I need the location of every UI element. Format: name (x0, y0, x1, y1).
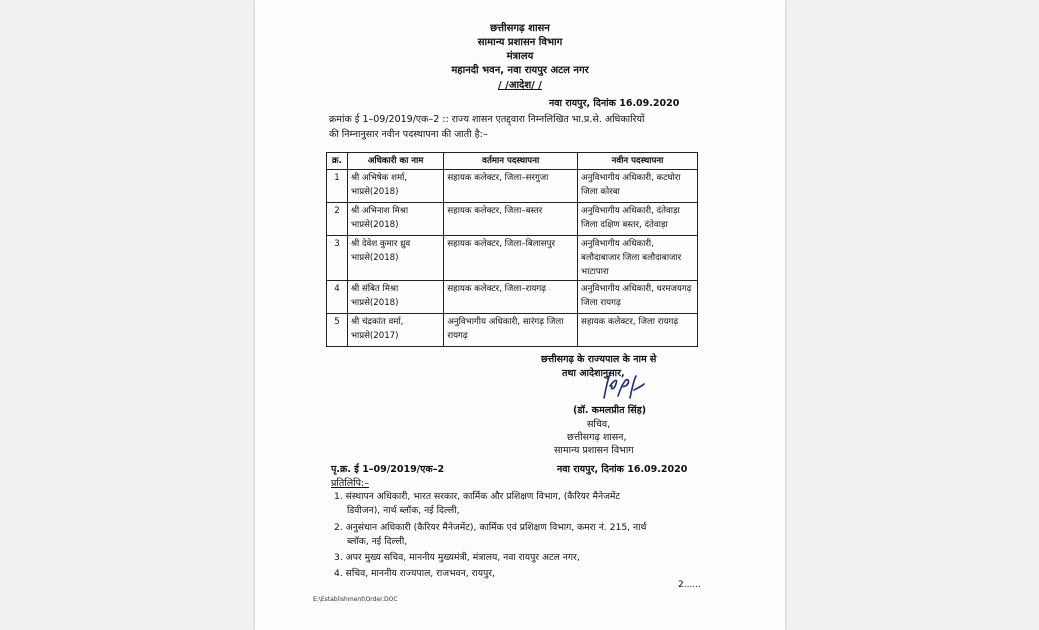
department-name: सामान्य प्रशासन विभाग (477, 37, 563, 48)
table-row (327, 203, 698, 236)
cell-serial: 2 (327, 203, 348, 236)
cell-officer-name: श्री चंद्रकांत वर्मा, भाप्रसे(2017) (347, 314, 443, 347)
copy-ref: पृ.क्र. ई 1–09/2019/एक–2 (331, 464, 445, 475)
cell-serial: 4 (327, 281, 348, 314)
signatory-designation: सचिव, (587, 419, 611, 430)
header-current-posting: वर्तमान पदस्थापना (444, 153, 578, 170)
table-row (327, 314, 698, 347)
copy-item-1-line2: डिवीजन), नार्थ ब्लॉक, नई दिल्ली, (347, 505, 460, 516)
cell-current-posting: सहायक कलेक्टर, जिला–बिलासपुर (444, 236, 578, 281)
signatory-name: (डॉ. कमलप्रीत सिंह) (573, 405, 647, 416)
header-new-posting: नवीन पदस्थापना (578, 153, 698, 170)
posting-table (326, 152, 698, 347)
cell-current-posting: अनुविभागीय अधिकारी, सारंगढ़ जिला रायगढ़ (444, 314, 578, 347)
cell-officer-name: श्री अभिषेक शर्मा, भाप्रसे(2018) (347, 170, 443, 203)
cell-serial: 5 (327, 314, 348, 347)
order-place-date: नवा रायपुर, दिनांक 16.09.2020 (549, 98, 680, 109)
cell-officer-name: श्री संबित मिश्रा भाप्रसे(2018) (347, 281, 443, 314)
table-row (327, 236, 698, 281)
ministry-name: मंत्रालय (506, 51, 534, 62)
cell-officer-name: श्री देवेश कुमार ध्रुव भाप्रसे(2018) (347, 236, 443, 281)
cell-new-posting: अनुविभागीय अधिकारी, कटघोरा जिला कोरबा (578, 170, 698, 203)
cell-current-posting: सहायक कलेक्टर, जिला–सरगुजा (444, 170, 578, 203)
table-row (327, 281, 698, 314)
address: महानदी भवन, नवा रायपुर अटल नगर (451, 65, 589, 76)
cell-new-posting: अनुविभागीय अधिकारी, बलौदाबाजार जिला बलौदाबाजार भाटापारा (578, 236, 698, 281)
cell-officer-name: श्री अभिनाश मिश्रा भाप्रसे(2018) (347, 203, 443, 236)
cell-new-posting: सहायक कलेक्टर, जिला रायगढ़ (578, 314, 698, 347)
copy-item-2-line2: ब्लॉक, नई दिल्ली, (347, 536, 408, 547)
cell-current-posting: सहायक कलेक्टर, जिला–बस्तर (444, 203, 578, 236)
govt-name: छत्तीसगढ़ शासन (490, 23, 550, 34)
header-officer-name: अधिकारी का नाम (347, 153, 443, 170)
cell-serial: 1 (327, 170, 348, 203)
cell-current-posting: सहायक कलेक्टर, जिला–रायगढ़ (444, 281, 578, 314)
order-intro-line2: की निम्नानुसार नवीन पदस्थापना की जाती है:– (329, 129, 488, 140)
copy-item-3: 3. अपर मुख्य सचिव, माननीय मुख्यमंत्री, मंत्रालय, नवा रायपुर अटल नगर, (334, 552, 580, 563)
cell-new-posting: अनुविभागीय अधिकारी, दंतेवाड़ा जिला दक्षिण बस्तर, दंतेवाड़ा (578, 203, 698, 236)
order-intro-line1: क्रमांक ई 1–09/2019/एक–2 :: राज्य शासन एतद्द्वारा निम्नलिखित भा.प्र.से. अधिकारियों (329, 114, 645, 125)
copy-item-1-line1: 1. संस्थापन अधिकारी, भारत सरकार, कार्मिक और प्रशिक्षण विभाग, (कैरियर मैनेजमेंट (334, 491, 621, 502)
copy-label: प्रतिलिपि:– (331, 478, 369, 489)
next-page-marker: 2...... (678, 580, 701, 590)
header-serial: क्र. (327, 153, 348, 170)
table-header-row (327, 153, 698, 170)
signatory-govt: छत्तीसगढ़ शासन, (567, 432, 627, 443)
footer-file-path: E:\Establishment\Order.DOC (313, 596, 398, 603)
cell-serial: 3 (327, 236, 348, 281)
order-title: / /आदेश/ / (498, 80, 542, 91)
closing-line2: तथा आदेशानुसार, (562, 368, 625, 379)
copy-item-2-line1: 2. अनुसंधान अधिकारी (कैरियर मैनेजमेंट), कार्मिक एवं प्रशिक्षण विभाग, कमरा नं. 215, नार्थ (334, 522, 647, 533)
copy-place-date: नवा रायपुर, दिनांक 16.09.2020 (557, 464, 688, 475)
closing-line1: छत्तीसगढ़ के राज्यपाल के नाम से (541, 354, 657, 365)
signatory-department: सामान्य प्रशासन विभाग (554, 445, 634, 456)
table-row (327, 170, 698, 203)
document-page (255, 0, 785, 630)
handwritten-signature (600, 370, 646, 404)
copy-item-4: 4. सचिव, माननीय राज्यपाल, राजभवन, रायपुर, (334, 568, 495, 579)
cell-new-posting: अनुविभागीय अधिकारी, धरमजयगढ़ जिला रायगढ़ (578, 281, 698, 314)
